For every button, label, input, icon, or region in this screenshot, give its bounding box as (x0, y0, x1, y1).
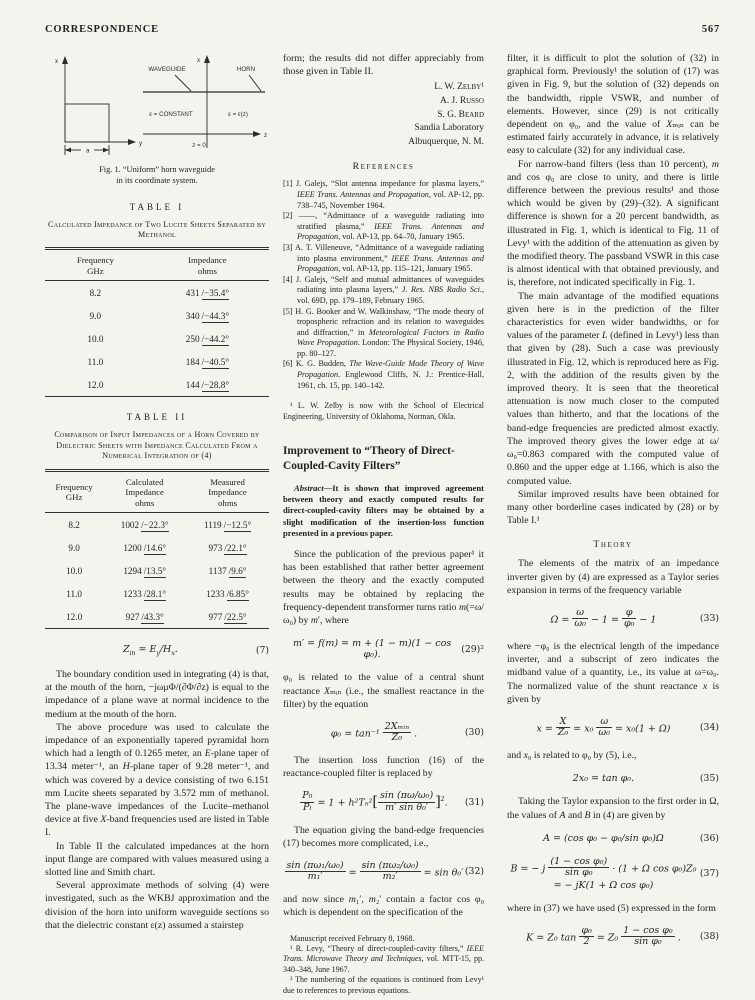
section-paragraphs (283, 893, 484, 919)
equation-38: K = Z₀ tan $\frac{\text{φ₀}}{2}$ = Z₀ $\frac{\text{1 − cos φ₀}}{\text{sin φ₀}}$ . (38) (526, 925, 719, 948)
article-section (283, 444, 484, 996)
section-paragraphs (283, 671, 484, 711)
section-paragraphs (283, 824, 484, 850)
calculated-impedance-cell: 1233 /28.1° (123, 589, 167, 600)
impedance-cell: 144 /−28.8° (185, 380, 230, 391)
paragraph: and x₀ is related to φ₀ by (5), i.e., (507, 750, 637, 762)
table-1-body (45, 281, 269, 397)
figure-1 (45, 52, 269, 187)
measured-impedance-cell: 973 /22.1° (208, 543, 247, 554)
right-column-paragraphs (507, 749, 719, 762)
table-1 (45, 202, 269, 398)
right-column-paragraphs (507, 902, 719, 915)
figure-1-caption (45, 165, 269, 187)
equation-number: (29)² (461, 643, 484, 655)
fig-eps-const-label: ε = CONSTANT (149, 111, 193, 118)
frequency-cell: 10.0 (66, 566, 83, 577)
table-2-head (45, 470, 269, 513)
column-header: Frequency GHz (45, 470, 103, 513)
fig-axis-z-label: z (264, 132, 268, 139)
paragraph: Several approximate methods of solving (4) were investigated, such as the WKBJ approximation and the division of the horn into uniform waveguide sections so that the dielectric constant ε(z) assumed a stairstep (45, 880, 269, 931)
frequency-cell: 9.0 (68, 543, 80, 554)
author-names (283, 81, 484, 122)
frequency-cell: 12.0 (87, 380, 104, 391)
frequency-cell: 9.0 (89, 311, 102, 322)
table-row (45, 513, 269, 537)
fig-axis-y-label: y (139, 140, 143, 147)
table-row (45, 350, 269, 373)
paragraph: The equation giving the band-edge frequencies (17) becomes more complicated, i.e., (283, 824, 484, 849)
page-number: 567 (701, 24, 720, 35)
paragraph: For narrow-band filters (less than 10 percent), m and cos φ₀ are close to unity, and there is little difference between the previous results¹ and those which would be given by (29)–(32). A significant difference is shown for a 20 percent bandwidth, as illustrated in Fig. 1, which is identical to Fig. 11 of Levy¹ with the addition of the attenuation as given by the modified theory. The passband VSWR in this case is almost identical with that obtained previously, and is, therefore, not indicated specifically in Fig. 1. (507, 158, 719, 289)
paragraph: The insertion loss function (16) of the reactance-coupled filter is replaced by (283, 755, 484, 780)
reference-item: [5] H. G. Booker and W. Walkinshaw, “The mode theory of tropospheric refraction and its relation to waveguides and diffraction,” in Meteorological Factors in Radio Wave Propagation. London: The Physical Society, 1946, pp. 80–127. (283, 306, 484, 358)
paragraph: The boundary condition used in integrating (4) is that, at the mouth of the horn, −jωμΦ/(∂Φ/∂z) is equal to the impedance of a plane wave at normal incidence to the medium at the mouth of the horn. (45, 669, 269, 720)
table-row (45, 582, 269, 605)
reference-item: [1] J. Galejs, “Slot antenna impedance for plasma layers,” IEEE Trans. Antennas and Propagation, vol. AP-12, pp. 738–745, November 1964. (283, 179, 484, 210)
equation-number: (30) (464, 726, 484, 738)
paragraph: ² The numbering of the equations is continued from Levy¹ due to references to previous equations. (283, 975, 484, 995)
measured-impedance-cell: 1119 /−12.5° (203, 520, 252, 531)
equation-number: (33) (699, 612, 719, 624)
impedance-cell: 431 /−35.4° (185, 288, 230, 299)
table-2-grid (45, 469, 269, 630)
paragraph: where in (37) we have used (5) expressed in the form (507, 902, 716, 914)
figure-1-diagram (45, 52, 269, 156)
table-row (45, 373, 269, 397)
reference-item: [4] J. Galejs, “Self and mutual admittances of waveguides radiating into plasma layers,” J. Res. NBS Radio Sci., vol. 69D, pp. 179–189, February 1965. (283, 274, 484, 305)
section-footnotes (283, 934, 484, 996)
paragraph: Manuscript received February 8, 1968. (290, 933, 415, 943)
author-block (283, 81, 484, 149)
right-column-paragraphs (507, 795, 719, 821)
table-1-caption: Calculated Impedance of Two Lucite Sheets Separated by Methanol (48, 219, 266, 239)
frequency-cell: 12.0 (66, 612, 83, 623)
paragraph: Taking the Taylor expansion to the first order in Ω, the values of A and B in (4) are given by (507, 796, 719, 821)
column-header: Calculated Impedance ohms (103, 470, 186, 513)
table-2 (45, 412, 269, 629)
table-1-heading: TABLE I (129, 201, 185, 212)
paragraph: where −φ₀ is the electrical length of the impedance inverter, and a subscript of zero indicates the midband value of a quantity, i.e., its value at ω=ω₀. The normalized value of the shunt reactance x is given by (507, 641, 720, 705)
right-column (507, 52, 719, 958)
author-line: Albuquerque, N. M. (408, 136, 484, 147)
section-paragraphs (283, 754, 484, 780)
figure-caption-line2: in its coordinate system. (116, 175, 198, 185)
paragraph: Since the publication of the previous paper¹ it has been established that rather better agreement between the theory and the exactly computed results may be obtained by replacing the frequency-dependent transformer turns ratio m(=ω/ω₀) by m′, where (283, 549, 484, 627)
references-heading: References (352, 161, 415, 173)
impedance-cell: 250 /−44.2° (185, 334, 230, 345)
right-column-paragraphs (507, 52, 719, 527)
table-row (45, 536, 269, 559)
equation-7: $Z_{in} = E_y/H_x$. (7) (123, 644, 269, 658)
calculated-impedance-cell: 927 /43.3° (125, 612, 164, 623)
equation-number: (7) (255, 645, 269, 657)
equation-number: (37) (699, 868, 719, 880)
middle-column (283, 52, 484, 996)
table-2-body (45, 513, 269, 629)
paragraph: ¹ L. W. Zelby is now with the School of Electrical Engineering, University of Oklahoma, Norman, Okla. (283, 401, 484, 421)
fig-axis-x-left-label: x (55, 58, 59, 65)
author-line: L. W. Zelby¹ (434, 82, 484, 93)
paragraph: ¹ R. Levy, “Theory of direct-coupled-cavity filters,” IEEE Trans. Microwave Theory and Techniques, vol. MTT-15, pp. 340–348, June 1967. (283, 943, 484, 974)
measured-impedance-cell: 1137 /9.6° (208, 566, 247, 577)
right-column-paragraphs (507, 640, 719, 706)
page-header (45, 24, 720, 35)
calculated-impedance-cell: 1200 /14.6° (123, 543, 167, 554)
table-1-grid (45, 247, 269, 397)
reference-item: [3] A. T. Villeneuve, “Admittance of a waveguide radiating into plasma environment,” IEEE Trans. Antennas and Propagation, vol. AP-13, pp. 115–121, January 1965. (283, 242, 484, 274)
equation-number: (38) (699, 931, 719, 943)
author-footnote (283, 401, 484, 422)
measured-impedance-cell: 1233 /6.85° (206, 589, 249, 600)
equation-number: (34) (699, 722, 719, 734)
calculated-impedance-cell: 1002 /−22.3° (120, 520, 169, 531)
equation-number: (36) (699, 832, 719, 844)
continuation-paragraph (283, 52, 484, 78)
reference-item: [6] K. G. Budden, The Wave-Guide Mode Theory of Wave Propagation. Englewood Cliffs, N. J.: Prentice-Hall, 1961, ch. 15, pp. 140–142. (283, 359, 485, 390)
equation-34: x = $\frac{X}{\text{Z₀}}$ = x₀ $\frac{\omega}{\text{ω₀}}$ = x₀(1 + Ω) (34) (536, 716, 719, 739)
references-list (283, 179, 484, 391)
measured-impedance-cell: 977 /22.5° (208, 612, 247, 623)
theory-heading: Theory (593, 539, 633, 551)
fig-axis-x-right-label: x (197, 57, 201, 64)
column-header: Frequency GHz (45, 249, 146, 281)
table-row (45, 559, 269, 582)
author-line: S. G. Beard (437, 109, 484, 120)
frequency-cell: 8.2 (68, 520, 80, 531)
equation-37: B = − j $\frac{\text{(1 − cos φ₀)}}{\text{sin φ₀}}$ · (1 + Ω cos φ₀)Z₀ = − jK(1 + Ω cos φ₀) (37) (510, 855, 719, 891)
paragraph: filter, it is difficult to plot the solution of (32) in graphical form. Previously¹ the solution of (17) was given in Fig. 9, but the solution of (32) depends on the bandwidth, ripple VSWR, and number of elements. However, since (29) is not critically dependent on φ₀, and the value of Xₘᵢₙ can be estimated fairly accurately in advance, it is relatively easy to calculate (32) for any individual case. (507, 53, 719, 157)
fig-waveguide-label: WAVEGUIDE (148, 66, 186, 73)
fig-eps-z-label: ε = ε(z) (228, 111, 248, 118)
calculated-impedance-cell: 1294 /13.5° (123, 566, 167, 577)
equation-35: 2x₀ = tan φ₀. (35) (572, 773, 719, 785)
left-column (45, 52, 269, 932)
author-line: Sandia Laboratory (414, 123, 484, 134)
fig-horn-label: HORN (236, 66, 256, 73)
fig-dim-a-label: a (86, 147, 90, 155)
impedance-cell: 340 /−44.3° (185, 311, 230, 322)
paragraph: Similar improved results have been obtained for many other borderline cases indicated by (28) or by Table I.¹ (507, 488, 719, 527)
figure-caption-line1: Fig. 1. “Uniform” horn waveguide (99, 165, 215, 174)
table-row (45, 605, 269, 629)
equation-33: Ω = $\frac{\omega}{\text{ω₀}}$ − 1 = $\frac{\varphi}{\text{φ₀}}$ − 1 (33) (550, 606, 719, 629)
author-affiliation (283, 122, 484, 149)
column-header: Measured Impedance ohms (186, 470, 269, 513)
equation-number: (35) (699, 773, 719, 785)
impedance-cell: 184 /−40.5° (185, 357, 230, 368)
paragraph: and now since m₁′, m₂′ contain a factor cos φ₀ which is dependent on the specification of the (283, 894, 484, 919)
running-head: CORRESPONDENCE (45, 24, 159, 35)
reference-item: [2] ——, “Admittance of a waveguide radiating into stratified plasma,” IEEE Trans. Antennas and Propagation, vol. AP-13, pp. 64–70, January 1965. (283, 211, 484, 242)
equation-32: $\frac{\text{sin (πω₁/ω₀)}}{\text{m₁′}}$ = $\frac{\text{sin (πω₂/ω₀)}}{\text{m₂′}}$ = sin θ₀′ (32) (286, 859, 484, 883)
equation-number: (31) (464, 796, 484, 808)
equation-36: A = (cos φ₀ − φ₀/sin φ₀)Ω (36) (543, 832, 719, 844)
left-column-paragraphs (45, 668, 269, 932)
paragraph: The above procedure was used to calculate the impedance of an exponentially tapered pyramidal horn which had a length of 0.1265 meter, an E-plane taper of 13.34 meter⁻¹, an H-plane taper of 9.28 meter⁻¹, and which was covered by a device consisting of two 6.151 mm Lucite sheets separated by 3.572 mm of methanol. The plane-wave impedances of the Lucite–methanol device at five X-band frequencies used are listed in Table I. (45, 721, 269, 839)
table-2-heading: TABLE II (126, 412, 188, 423)
table-2-caption: Comparison of Input Impedances of a Horn Covered by Dielectric Sheets with Impedance Calculated From a Numerical Integration of (4) (54, 430, 260, 461)
paragraph: The main advantage of the modified equations given here is in the prediction of the filter characteristics for even wider bandwidths, or for values of the parameter L (defined in Levy¹) less than that given by (28). Such a case was previously illustrated in Fig. 12, which is reproduced here as Fig. 2, with the addition of the results given by the improved theory. It is seen that the theoretical attenuation is now much closer to the computed values than hitherto, and that the locations of the band-edge frequencies are predicted almost exactly. The improved theory gives the lower edge at ω/ω₀=0.863 compared with the computed value of 0.860 and the upper edge at 1.166, which is also the computed value. (507, 290, 719, 487)
equation-30: φ₀ = tan⁻¹ $\frac{\text{2Xₘᵢₙ}}{\text{Z₀}}$ . (30) (330, 720, 484, 743)
equation-number: (32) (464, 866, 484, 878)
right-column-paragraphs (507, 557, 719, 597)
section-paragraphs (283, 548, 484, 627)
frequency-cell: 11.0 (87, 357, 104, 368)
frequency-cell: 11.0 (66, 589, 82, 600)
frequency-cell: 10.0 (87, 334, 104, 345)
paragraph: The elements of the matrix of an impedance inverter given by (4) are expressed as a Taylor series expansion in terms of the frequency variable (507, 558, 719, 596)
paragraph: form; the results did not differ appreciably from those given in Table II. (283, 53, 484, 78)
author-line: A. J. Russo (440, 96, 484, 106)
table-row (45, 327, 269, 350)
article-title: Improvement to “Theory of Direct-Coupled-Cavity Filters” (283, 445, 455, 472)
column-header: Impedance ohms (146, 249, 269, 281)
equation-29: m′ = f(m) = m + (1 − m)(1 − cos φ₀). (29)² (292, 638, 484, 661)
paragraph: In Table II the calculated impedances at the horn input flange are compared with values measured using a slotted line and Smith chart. (45, 840, 269, 879)
abstract: Abstract—It is shown that improved agreement between theory and exactly computed results for direct-coupled-cavity filters may be obtained by a slight modification of the insertion-loss function presented in a previous paper. (283, 483, 484, 538)
table-row (45, 281, 269, 305)
equation-31: $\frac{\text{P₀}}{\text{Pₗ}}$ = 1 + h²Tₙ²[ $\frac{\text{sin (πω/ω₀)}}{\text{m′ sin θ₀′}}$ ]$^2$. (31) (302, 790, 484, 813)
frequency-cell: 8.2 (89, 288, 102, 299)
fig-z-zero-label: z = 0 (192, 142, 206, 149)
table-row (45, 304, 269, 327)
paragraph: φ₀ is related to the value of a central shunt reactance Xₘᵢₙ (i.e., the smallest reactance in the filter) by the equation (283, 672, 484, 710)
table-1-head (45, 249, 269, 281)
